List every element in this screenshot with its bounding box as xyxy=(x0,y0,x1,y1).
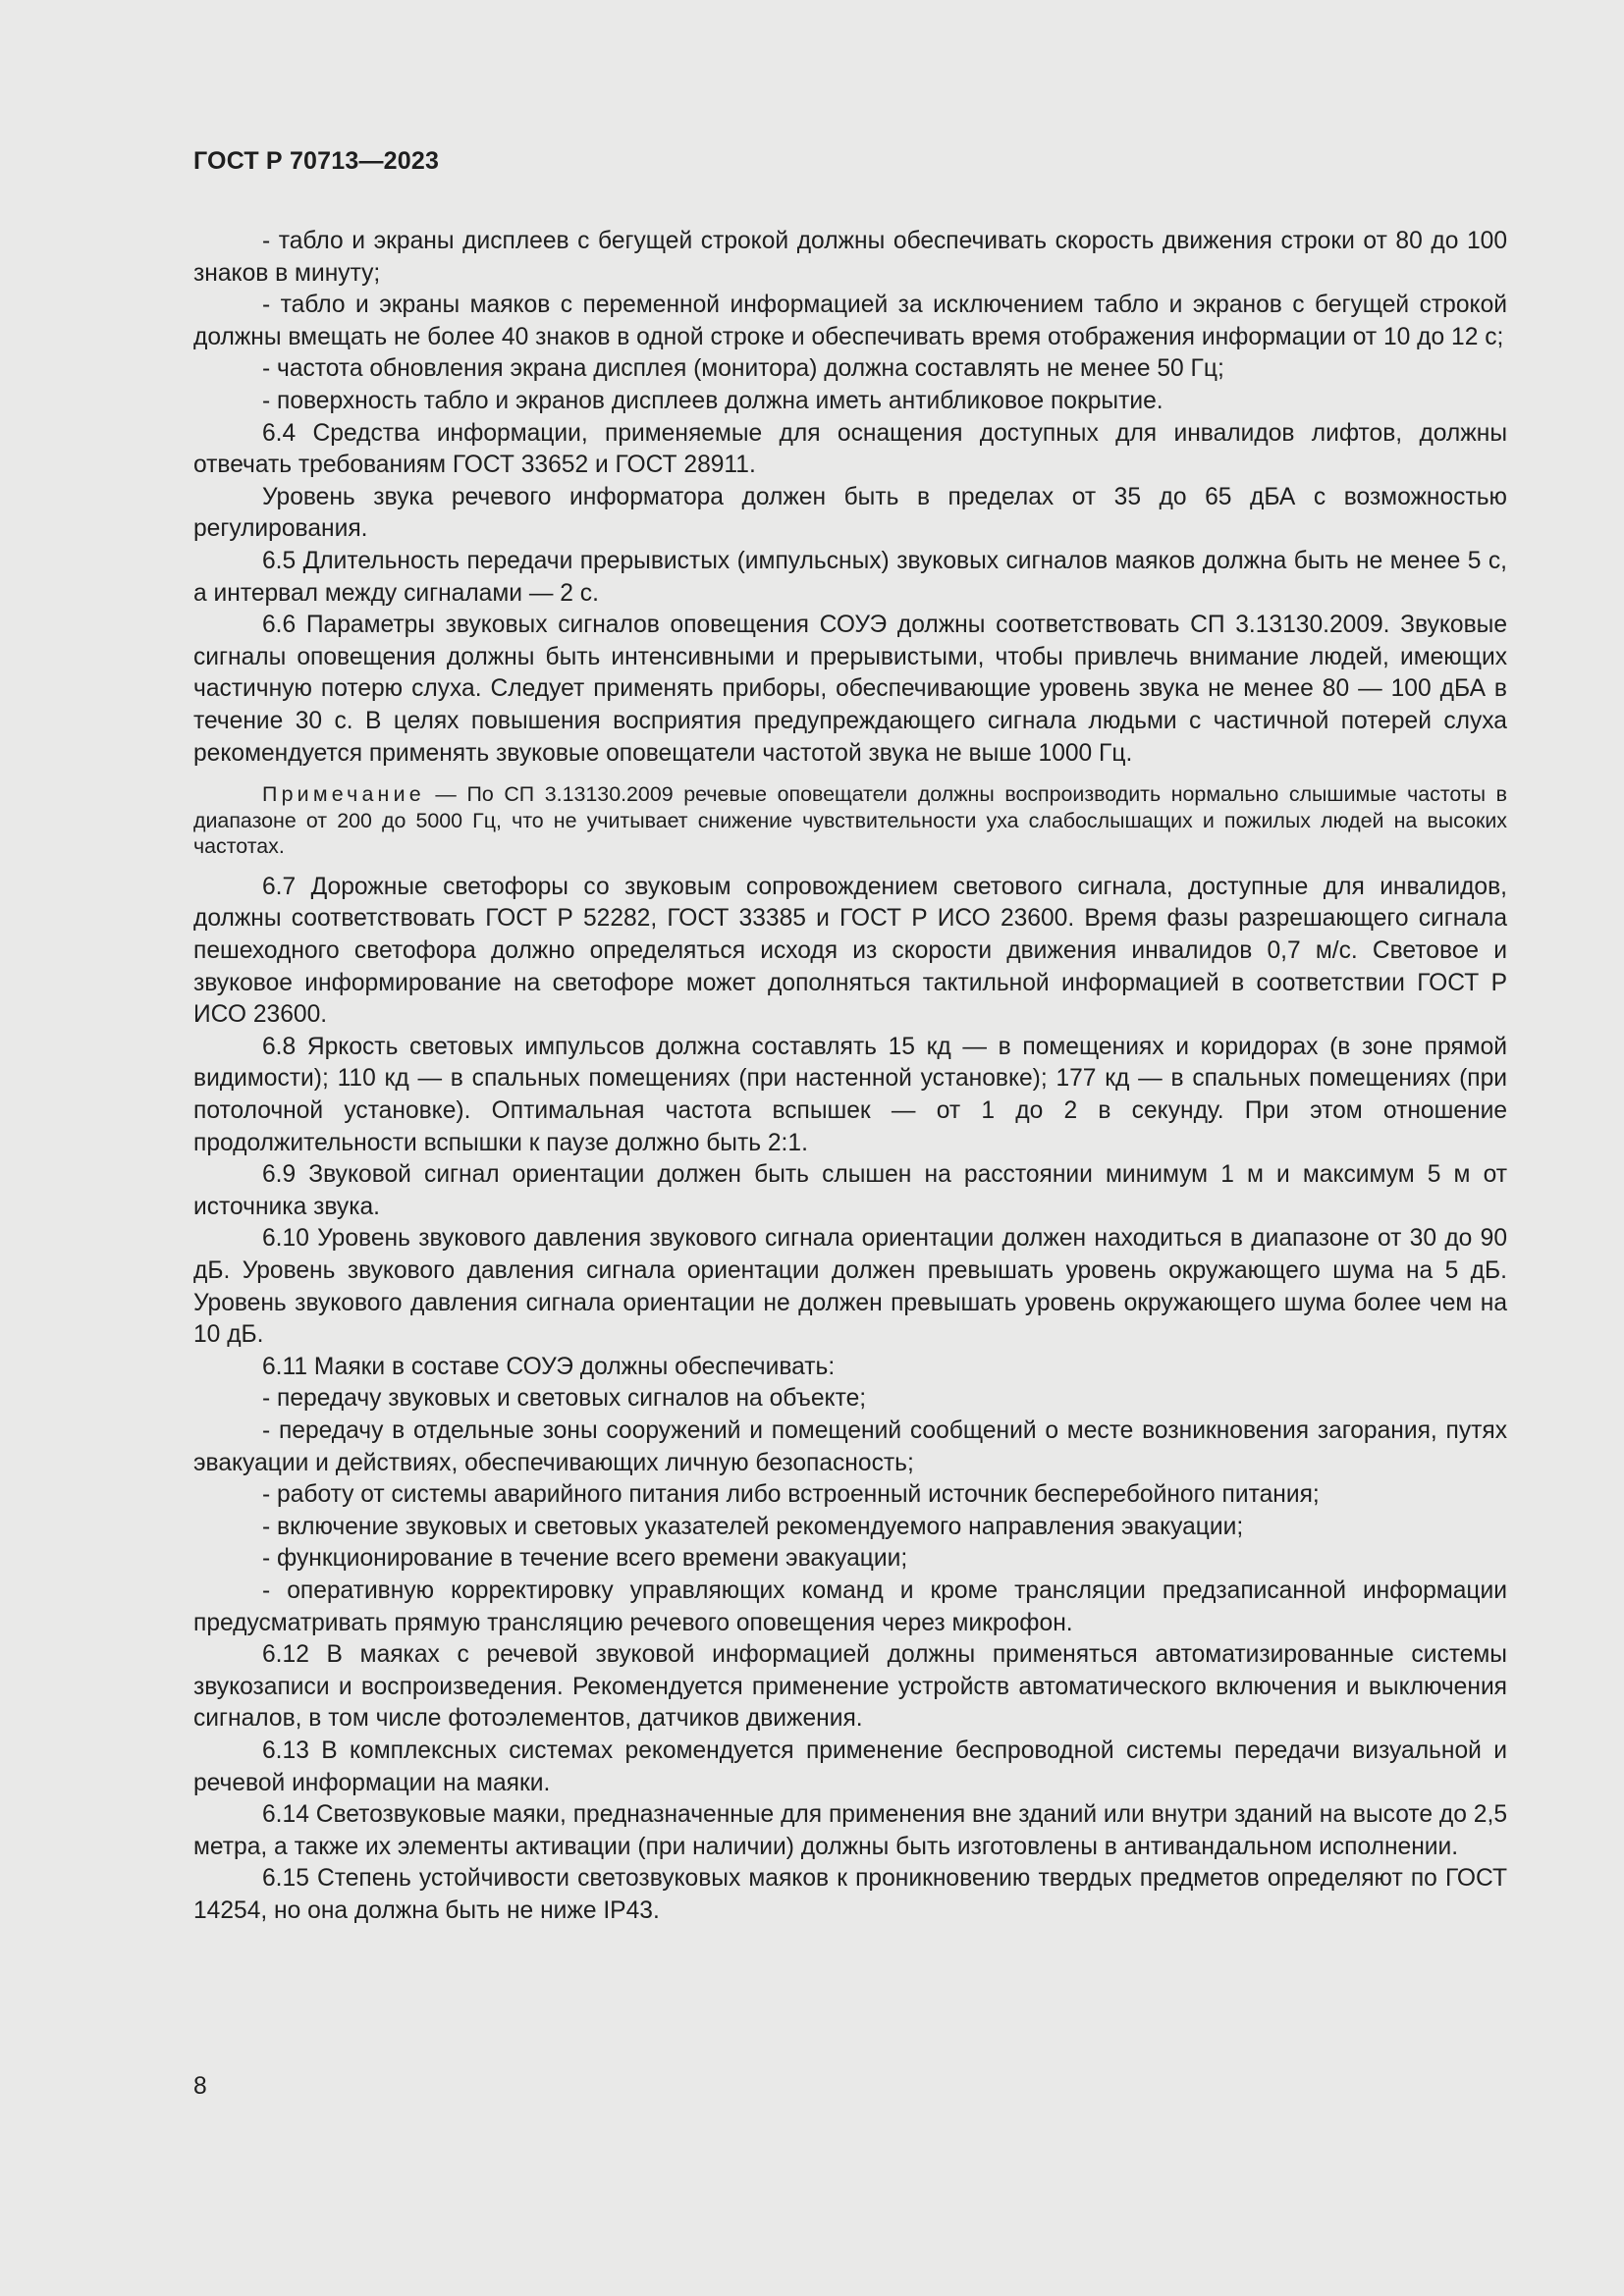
paragraph-6-9: 6.9 Звуковой сигнал ориентации должен быть слышен на расстоянии минимум 1 м и максимум 5 м от источника звука. xyxy=(193,1161,1507,1220)
paragraph-bullet-zones: - передачу в отдельные зоны сооружений и помещений сообщений о месте возникновения загорания, путях эвакуации и действиях, обеспечивающих личную безопасность; xyxy=(193,1416,1507,1476)
paragraph-6-12: 6.12 В маяках с речевой звуковой информацией должны применяться автоматизированные системы звукозаписи и воспроизведения. Рекомендуется применение устройств автоматического включения и выключения сигналов, в том числе фотоэлементов, датчиков движения. xyxy=(193,1641,1507,1733)
document-header: ГОСТ Р 70713—2023 xyxy=(193,147,440,175)
paragraph-6-8: 6.8 Яркость световых импульсов должна составлять 15 кд — в помещениях и коридорах (в зоне прямой видимости); 110 кд — в спальных помещениях (при настенной установке); 177 кд — в спальных помещениях (при потолочной установке). Оптимальная частота вспышек — от 1 до 2 в секунду. При этом отношение продолжительности вспышки к паузе должно быть 2:1. xyxy=(193,1033,1507,1156)
paragraph-bullet-refresh-rate: - частота обновления экрана дисплея (монитора) должна составлять не менее 50 Гц; xyxy=(262,355,1224,383)
document-body xyxy=(193,226,1507,1927)
paragraph-6-13: 6.13 В комплексных системах рекомендуется применение беспроводной системы передачи визуальной и речевой информации на маяки. xyxy=(193,1736,1507,1796)
paragraph-bullet-antiglare: - поверхность табло и экранов дисплеев должна иметь антибликовое покрытие. xyxy=(262,387,1164,414)
page-number: 8 xyxy=(193,2073,207,2100)
paragraph-bullet-operation: - функционирование в течение всего времени эвакуации; xyxy=(262,1545,908,1573)
paragraph-6-11: 6.11 Маяки в составе СОУЭ должны обеспечивать: xyxy=(262,1353,836,1380)
paragraph-6-15: 6.15 Степень устойчивости светозвуковых маяков к проникновению твердых предметов определяют по ГОСТ 14254, но она должна быть не ниже IP43. xyxy=(193,1865,1507,1924)
paragraph-6-5: 6.5 Длительность передачи прерывистых (импульсных) звуковых сигналов маяков должна быть не менее 5 с, а интервал между сигналами — 2 с. xyxy=(193,547,1507,607)
paragraph-6-14: 6.14 Светозвуковые маяки, предназначенные для применения вне зданий или внутри зданий на высоте до 2,5 метра, а также их элементы активации (при наличии) должны быть изготовлены в антивандальном исполнении. xyxy=(193,1801,1507,1860)
paragraph-6-10: 6.10 Уровень звукового давления звукового сигнала ориентации должен находиться в диапазоне от 30 до 90 дБ. Уровень звукового давления сигнала ориентации должен превышать уровень окружающего шума на 5 дБ. Уровень звукового давления сигнала ориентации не должен превышать уровень окружающего шума более чем на 10 дБ. xyxy=(193,1225,1507,1349)
paragraph-speech-level: Уровень звука речевого информатора должен быть в пределах от 35 до 65 дБА с возможностью регулирования. xyxy=(193,483,1507,543)
paragraph-6-6: 6.6 Параметры звуковых сигналов оповещения СОУЭ должны соответствовать СП 3.13130.2009. Звуковые сигналы оповещения должны быть интенсивными и прерывистыми, чтобы привлечь внимание людей, имеющих частичную потерю слуха. Следует применять приборы, обеспечивающие уровень звука не менее 80 — 100 дБА в течение 30 с. В целях повышения восприятия предупреждающего сигнала людьми с частичной потерей слуха рекомендуется применять звуковые оповещатели частотой звука не выше 1000 Гц. xyxy=(193,612,1507,767)
paragraph-bullet-display-capacity: - табло и экраны маяков с переменной информацией за исключением табло и экранов с бегущей строкой должны вмещать не более 40 знаков в одной строке и обеспечивать время отображения информации от 10 до 12 с; xyxy=(193,292,1507,350)
paragraph-6-7: 6.7 Дорожные светофоры со звуковым сопровождением светового сигнала, доступные для инвалидов, должны соответствовать ГОСТ Р 52282, ГОСТ 33385 и ГОСТ Р ИСО 23600. Время фазы разрешающего сигнала пешеходного светофора должно определяться исходя из скорости движения инвалидов 0,7 м/с. Световое и звуковое информирование на светофоре может дополняться тактильной информацией в соответствии ГОСТ Р ИСО 23600. xyxy=(193,873,1507,1029)
paragraph-6-4: 6.4 Средства информации, применяемые для оснащения доступных для инвалидов лифтов, должны отвечать требованиям ГОСТ 33652 и ГОСТ 28911. xyxy=(193,419,1507,479)
paragraph-bullet-signals: - передачу звуковых и световых сигналов на объекте; xyxy=(262,1385,867,1413)
note-text: — По СП 3.13130.2009 речевые оповещатели должны воспроизводить нормально слышимые частоты в диапазоне от 200 до 5000 Гц, что не учитывает снижение чувствительности уха слабослышащих и пожилых людей на высоких частотах. xyxy=(193,782,1507,859)
paragraph-bullet-correction: - оперативную корректировку управляющих команд и кроме трансляции предзаписанной информации предусматривать прямую трансляцию речевого оповещения через микрофон. xyxy=(193,1576,1507,1636)
note-label: Примечание xyxy=(262,782,425,807)
paragraph-bullet-indicators: - включение звуковых и световых указателей рекомендуемого направления эвакуации; xyxy=(262,1513,1244,1540)
note xyxy=(193,781,1507,860)
paragraph-bullet-power: - работу от системы аварийного питания либо встроенный источник бесперебойного питания; xyxy=(262,1481,1320,1509)
paragraph-bullet-display-speed: - табло и экраны дисплеев с бегущей строкой должны обеспечивать скорость движения строки от 80 до 100 знаков в минуту; xyxy=(193,228,1507,287)
